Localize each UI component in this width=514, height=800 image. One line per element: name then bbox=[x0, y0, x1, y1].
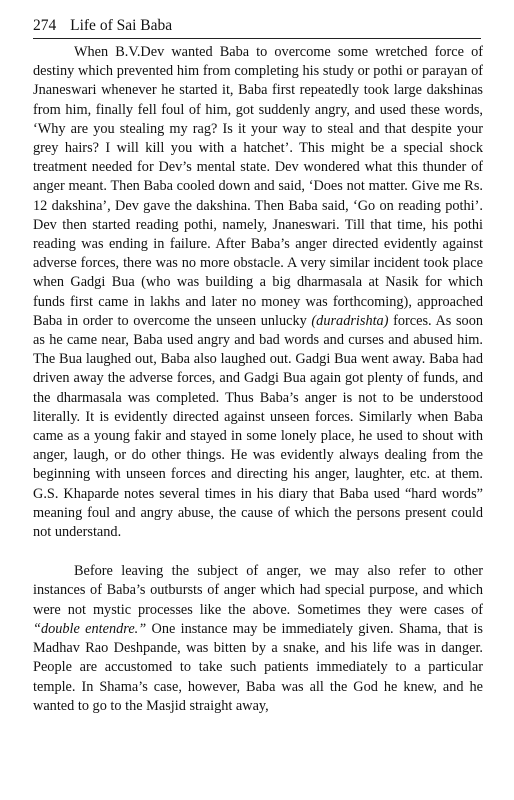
text-run: Before leaving the subject of anger, we may also refer to other instances of Baba’s outbursts of anger which had special purpose, and which were not mystic processes like the above. Sometimes they were cases of bbox=[33, 563, 483, 618]
page-number: 274 bbox=[33, 17, 57, 34]
text-run: When B.V.Dev wanted Baba to overcome some wretched force of destiny which prevented him from completing his study or pothi or parayan of Jnaneswari whenever he started it, Baba first repeatedly took large dakshinas from him, finally fell foul of him, got suddenly angry, and used these words, ‘Why are you stealing my rag? Is it your way to steal and that despite your grey hairs? I will kill you with a hatchet’. This might be a special shock treatment needed for Dev’s mental state. Dev wondered what this thunder of anger meant. Then Baba cooled down and said, ‘Does not matter. Give me Rs. 12 dakshina’, Dev gave the dakshina. Then Baba said, ‘Go on reading pothi’. Dev then started reading pothi, namely, Jnaneswari. Till that time, his pothi reading was ending in failure. After Baba’s anger directed evidently against adverse forces, there was no more obstacle. A very similar incident took place when Gadgi Bua (who was building a big dharmasala at Nasik for which funds first came in lakhs and later no money was forthcoming), approached Baba in order to overcome the unseen unlucky bbox=[33, 44, 483, 329]
book-title: Life of Sai Baba bbox=[70, 17, 173, 34]
body-text bbox=[33, 43, 483, 716]
italic-term-double-entendre: “double entendre.” bbox=[33, 620, 147, 637]
paragraph-double-entendre bbox=[33, 562, 483, 716]
paragraph-baba-anger-incidents bbox=[33, 43, 483, 542]
text-run: One instance may be immediately given. Shama, that is Madhav Rao Deshpande, was bitten by a snake, and his life was in danger. People are accustomed to take such patients immediately to a particular temple. In Shama’s case, however, Baba was all the God he knew, and he wanted to go to the Masjid straight away, bbox=[33, 620, 483, 714]
text-run: forces. As soon as he came near, Baba used angry and bad words and curses and abused him. The Bua laughed out, Baba also laughed out. Gadgi Bua went away. Baba had driven away the adverse forces, and Gadgi Bua again got plenty of funds, and the dharmasala was completed. Thus Baba’s anger is not to be understood literally. It is evidently directed against unseen forces. Similarly when Baba came as a young fakir and stayed in some lonely place, he used to shout with anger, laugh, or do other things. He was evidently always dealing from the beginning with unseen forces and directing his anger, laughter, etc. at them. G.S. Khaparde notes several times in his diary that Baba used “hard words” meaning foul and angry abuse, the cause of which the persons present could not understand. bbox=[33, 312, 483, 541]
running-header bbox=[33, 16, 481, 39]
italic-term-duradrishta: (duradrishta) bbox=[311, 312, 389, 329]
